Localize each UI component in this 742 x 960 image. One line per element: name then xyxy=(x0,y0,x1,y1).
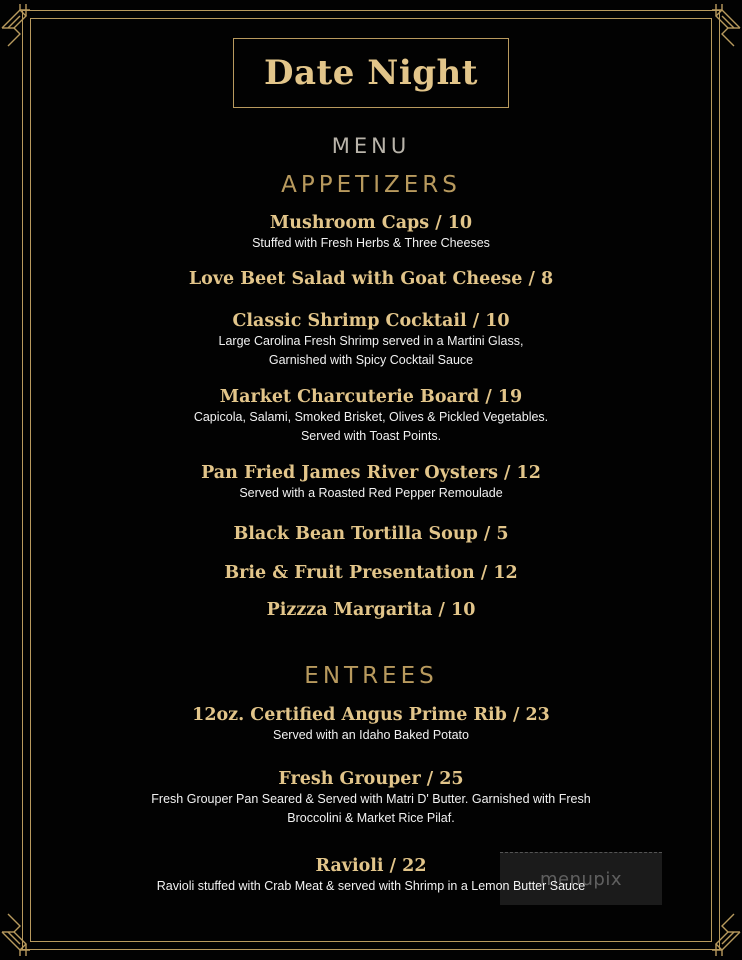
item-description: Large Carolina Fresh Shrimp served in a Martini Glass, xyxy=(218,334,524,348)
menu-item xyxy=(0,462,742,503)
item-name: Love Beet Salad with Goat Cheese / 8 xyxy=(188,269,554,289)
item-name: Mushroom Caps / 10 xyxy=(269,213,473,233)
item-description: Capicola, Salami, Smoked Brisket, Olives & Pickled Vegetables. xyxy=(193,410,549,424)
item-name: Market Charcuterie Board / 19 xyxy=(219,387,523,407)
title-box xyxy=(233,38,509,108)
menu-title: Date Night xyxy=(264,53,478,93)
item-description: Served with an Idaho Baked Potato xyxy=(273,728,469,742)
menu-item xyxy=(0,599,742,621)
item-description: Broccolini & Market Rice Pilaf. xyxy=(287,810,455,825)
item-description: Stuffed with Fresh Herbs & Three Cheeses xyxy=(252,236,490,250)
menu-item xyxy=(0,562,742,584)
item-name: Ravioli / 22 xyxy=(315,856,427,876)
item-name: Brie & Fruit Presentation / 12 xyxy=(224,563,518,583)
art-deco-corner-icon xyxy=(696,2,742,48)
menu-item xyxy=(0,212,742,253)
item-name: 12oz. Certified Angus Prime Rib / 23 xyxy=(192,705,550,725)
item-name: Pan Fried James River Oysters / 12 xyxy=(201,463,541,483)
menu-item xyxy=(0,386,742,445)
menu-item xyxy=(0,768,742,827)
item-name: Classic Shrimp Cocktail / 10 xyxy=(232,311,510,331)
item-description: Garnished with Spicy Cocktail Sauce xyxy=(268,352,474,367)
menu-label: MENU xyxy=(331,134,411,158)
item-description: Served with a Roasted Red Pepper Remoulade xyxy=(239,486,503,500)
menu-item xyxy=(0,310,742,369)
art-deco-corner-icon xyxy=(0,2,46,48)
item-description: Served with Toast Points. xyxy=(300,428,442,443)
item-name: Black Bean Tortilla Soup / 5 xyxy=(233,524,509,544)
menu-item xyxy=(0,523,742,545)
item-description: Fresh Grouper Pan Seared & Served with Matri D' Butter. Garnished with Fresh xyxy=(151,792,591,806)
item-description: Ravioli stuffed with Crab Meat & served with Shrimp in a Lemon Butter Sauce xyxy=(156,879,586,893)
item-name: Pizzza Margarita / 10 xyxy=(266,600,476,620)
section-heading-entrees: ENTREES xyxy=(304,663,438,689)
item-name: Fresh Grouper / 25 xyxy=(278,769,464,789)
art-deco-corner-icon xyxy=(696,912,742,958)
watermark-text: menupix xyxy=(539,868,622,890)
menu-item xyxy=(0,268,742,290)
menu-item xyxy=(0,704,742,745)
section-heading-appetizers: APPETIZERS xyxy=(281,172,461,198)
watermark xyxy=(500,852,662,905)
art-deco-corner-icon xyxy=(0,912,46,958)
